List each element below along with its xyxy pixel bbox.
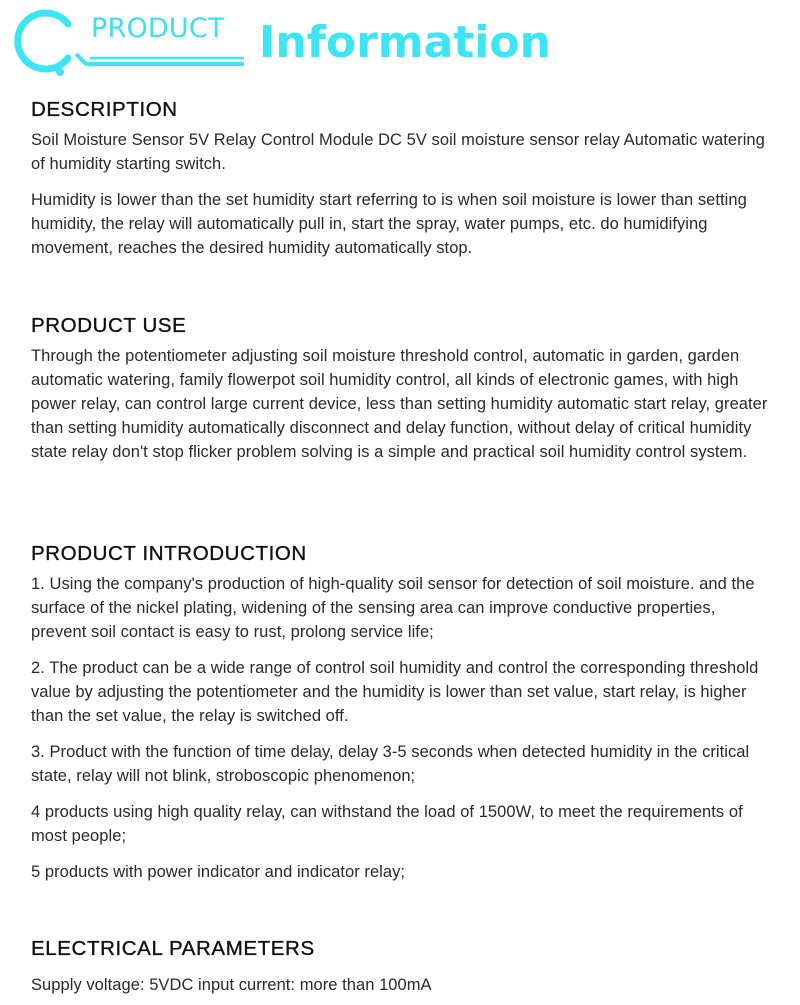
banner-title: Information <box>259 17 551 68</box>
paragraph: Soil Moisture Sensor 5V Relay Control Module DC 5V soil moisture sensor relay Automatic watering of humidity starting switch. <box>31 131 765 173</box>
banner-product-label: PRODUCT <box>91 13 225 44</box>
list-item: 1. Using the company's production of high-quality soil sensor for detection of soil moisture. and the surface of the nickel plating, widening of the sensing area can improve conductive properties, prevent soil contact is easy to rust, prolong service life; <box>31 575 755 641</box>
section-heading: DESCRIPTION <box>31 98 178 121</box>
paragraph: Humidity is lower than the set humidity start referring to is when soil moisture is lower than setting humidity, the relay will automatically pull in, start the spray, water pumps, etc. do humidifying movement, reaches the desired humidity automatically stop. <box>31 191 747 257</box>
list-item: 4 products using high quality relay, can withstand the load of 1500W, to meet the requirements of most people; <box>31 803 743 845</box>
section-heading: ELECTRICAL PARAMETERS <box>31 937 315 960</box>
section-product-introduction <box>31 540 771 892</box>
section-electrical-parameters <box>31 935 771 1005</box>
list-item: 3. Product with the function of time delay, delay 3-5 seconds when detected humidity in the critical state, relay will not blink, stroboscopic phenomenon; <box>31 743 750 785</box>
list-item: 5 products with power indicator and indicator relay; <box>31 863 406 881</box>
paragraph: Through the potentiometer adjusting soil moisture threshold control, automatic in garden, garden automatic watering, family flowerpot soil humidity control, all kinds of electronic games, with high power relay, can control large current device, less than setting humidity automatic start relay, greater than setting humidity automatically disconnect and delay function, without delay of critical humidity state relay don't stop flicker problem solving is a simple and practical soil humidity control system. <box>31 347 768 461</box>
product-information-banner <box>0 0 800 90</box>
section-heading: PRODUCT INTRODUCTION <box>31 542 307 565</box>
section-heading: PRODUCT USE <box>31 314 187 337</box>
paragraph: Supply voltage: 5VDC input current: more than 100mA <box>31 976 432 994</box>
section-product-use <box>31 312 771 472</box>
list-item: 2. The product can be a wide range of control soil humidity and control the corresponding threshold value by adjusting the potentiometer and the humidity is lower than set value, start relay, is higher than the set value, the relay is switched off. <box>31 659 759 725</box>
section-description <box>31 96 771 268</box>
